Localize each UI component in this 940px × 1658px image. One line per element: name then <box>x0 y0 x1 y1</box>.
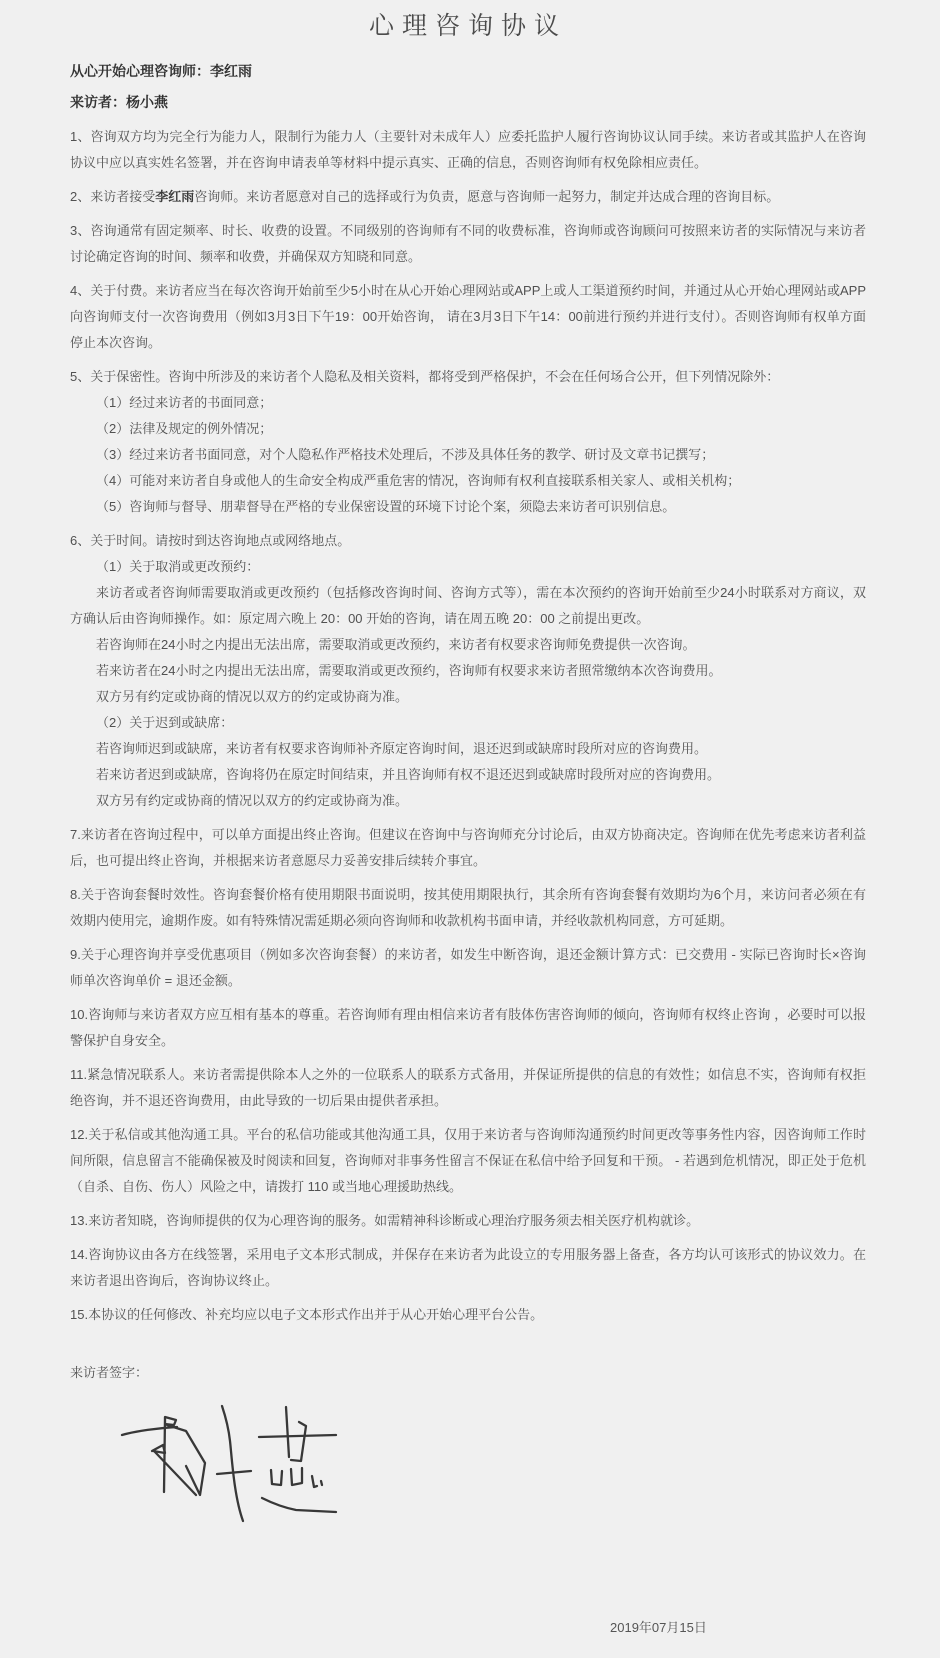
clause-2 <box>70 184 866 210</box>
clause-2-counselor-name: 李红雨 <box>155 189 195 204</box>
clause-2-pre: 2、来访者接受 <box>70 189 156 204</box>
clause-3: 3、咨询通常有固定频率、时长、收费的设置。不同级别的咨询师有不同的收费标准，咨询师或咨询顾问可按照来访者的实际情况与来访者讨论确定咨询的时间、频率和收费，并确保双方知晓和同意。 <box>70 223 866 264</box>
clause-6-item: 双方另有约定或协商的情况以双方的约定或协商为准。 <box>96 793 409 808</box>
visitor-signature <box>114 1402 866 1530</box>
clause-5-main: 5、关于保密性。咨询中所涉及的来访者个人隐私及相关资料，都将受到严格保护，不会在任何场合公开，但下列情况除外： <box>70 369 780 384</box>
counselor-line <box>70 62 866 80</box>
clause-4: 4、关于付费。来访者应当在每次咨询开始前至少5小时在从心开始心理网站或APP上或人工渠道预约时间，并通过从心开始心理网站或APP向咨询师支付一次咨询费用（例如3月3日下午19：00开始咨询， 请在3月3日下午14：00前进行预约并进行支付）。否则咨询师有权单方面停止本次咨询。 <box>70 283 866 350</box>
clause-6-main: 6、关于时间。请按时到达咨询地点或网络地点。 <box>70 533 351 548</box>
clause-5-item: （1）经过来访者的书面同意； <box>96 395 273 410</box>
visitor-line <box>70 93 866 111</box>
clause-5-item: （4）可能对来访者自身或他人的生命安全构成严重危害的情况，咨询师有权利直接联系相关家人、或相关机构； <box>96 473 741 488</box>
counselor-name: 李红雨 <box>210 63 252 79</box>
clause-2-post: 咨询师。来访者愿意对自己的选择或行为负责，愿意与咨询师一起努力，制定并达成合理的咨询目标。 <box>194 189 780 204</box>
clause-13: 13.来访者知晓，咨询师提供的仅为心理咨询的服务。如需精神科诊断或心理治疗服务须去相关医疗机构就诊。 <box>70 1213 700 1228</box>
clause-6-item: （2）关于迟到或缺席： <box>96 715 234 730</box>
visitor-name: 杨小燕 <box>126 94 168 110</box>
clause-14: 14.咨询协议由各方在线签署，采用电子文本形式制成，并保存在来访者为此设立的专用服务器上备查，各方均认可该形式的协议效力。在来访者退出咨询后，咨询协议终止。 <box>70 1247 866 1288</box>
counselor-label: 从心开始心理咨询师： <box>70 63 210 79</box>
clause-5-item: （5）咨询师与督导、朋辈督导在严格的专业保密设置的环境下讨论个案，须隐去来访者可识别信息。 <box>96 499 676 514</box>
clause-1: 1、咨询双方均为完全行为能力人，限制行为能力人（主要针对未成年人）应委托监护人履行咨询协议认同手续。来访者或其监护人在咨询协议中应以真实姓名签署，并在咨询申请表单等材料中提示真实、正确的信息，否则咨询师有权免除相应责任。 <box>70 129 866 170</box>
clause-12: 12.关于私信或其他沟通工具。平台的私信功能或其他沟通工具，仅用于来访者与咨询师沟通预约时间更改等事务性内容，因咨询师工作时间所限，信息留言不能确保被及时阅读和回复，咨询师对非事务性留言不保证在私信中给予回复和干预。 - 若遇到危机情况，即正处于危机（自杀、自伤、伤人）风险之中，请拨打 110 或当地心理援助热线。 <box>70 1127 866 1194</box>
clause-6-item: 若咨询师迟到或缺席，来访者有权要求咨询师补齐原定咨询时间，退还迟到或缺席时段所对应的咨询费用。 <box>96 741 708 756</box>
signature-label: 来访者签字： <box>70 1365 149 1380</box>
clause-7: 7.来访者在咨询过程中，可以单方面提出终止咨询。但建议在咨询中与咨询师充分讨论后，由双方协商决定。咨询师在优先考虑来访者利益后，也可提出终止咨询，并根据来访者意愿尽力妥善安排后续转介事宜。 <box>70 827 866 868</box>
clause-9: 9.关于心理咨询并享受优惠项目（例如多次咨询套餐）的来访者，如发生中断咨询，退还金额计算方式：已交费用 - 实际已咨询时长×咨询师单次咨询单价 = 退还金额。 <box>70 947 866 988</box>
clause-8: 8.关于咨询套餐时效性。咨询套餐价格有使用期限书面说明，按其使用期限执行，其余所有咨询套餐有效期均为6个月，来访问者必须在有效期内使用完，逾期作废。如有特殊情况需延期必须向咨询师和收款机构书面申请，并经收款机构同意，方可延期。 <box>70 887 866 928</box>
signature-strokes <box>114 1402 354 1527</box>
clause-10: 10.咨询师与来访者双方应互相有基本的尊重。若咨询师有理由相信来访者有肢体伤害咨询师的倾向，咨询师有权终止咨询 ，必要时可以报警保护自身安全。 <box>70 1007 866 1048</box>
clause-5-item: （3）经过来访者书面同意，对个人隐私作严格技术处理后，不涉及具体任务的教学、研讨及文章书记撰写； <box>96 447 715 462</box>
clause-6-item: 若来访者在24小时之内提出无法出席，需要取消或更改预约，咨询师有权要求来访者照常缴纳本次咨询费用。 <box>96 663 722 678</box>
clause-6-item: 若来访者迟到或缺席，咨询将仍在原定时间结束，并且咨询师有权不退还迟到或缺席时段所对应的咨询费用。 <box>96 767 721 782</box>
clause-6-item: （1）关于取消或更改预约： <box>96 559 260 574</box>
clause-15: 15.本协议的任何修改、补充均应以电子文本形式作出并于从心开始心理平台公告。 <box>70 1307 544 1322</box>
clause-6-item: 来访者或者咨询师需要取消或更改预约（包括修改咨询时间、咨询方式等），需在本次预约的咨询开始前至少24小时联系对方商议，双方确认后由咨询师操作。如：原定周六晚上 20：00 开始的咨询，请在周五晚 20：00 之前提出更改。 <box>70 585 866 626</box>
clause-6 <box>70 528 866 814</box>
clause-list <box>70 124 866 1328</box>
signature-date: 2019年07月15日 <box>610 1620 707 1635</box>
page-title: 心理咨询协议 <box>368 12 567 40</box>
visitor-label: 来访者： <box>70 94 126 110</box>
clause-5-item: （2）法律及规定的例外情况； <box>96 421 273 436</box>
clause-6-item: 若咨询师在24小时之内提出无法出席，需要取消或更改预约，来访者有权要求咨询师免费提供一次咨询。 <box>96 637 696 652</box>
clause-6-item: 双方另有约定或协商的情况以双方的约定或协商为准。 <box>96 689 409 704</box>
clause-5 <box>70 364 866 520</box>
clause-11: 11.紧急情况联系人。来访者需提供除本人之外的一位联系人的联系方式备用，并保证所提供的信息的有效性；如信息不实，咨询师有权拒绝咨询，并不退还咨询费用，由此导致的一切后果由提供者承担。 <box>70 1067 866 1108</box>
